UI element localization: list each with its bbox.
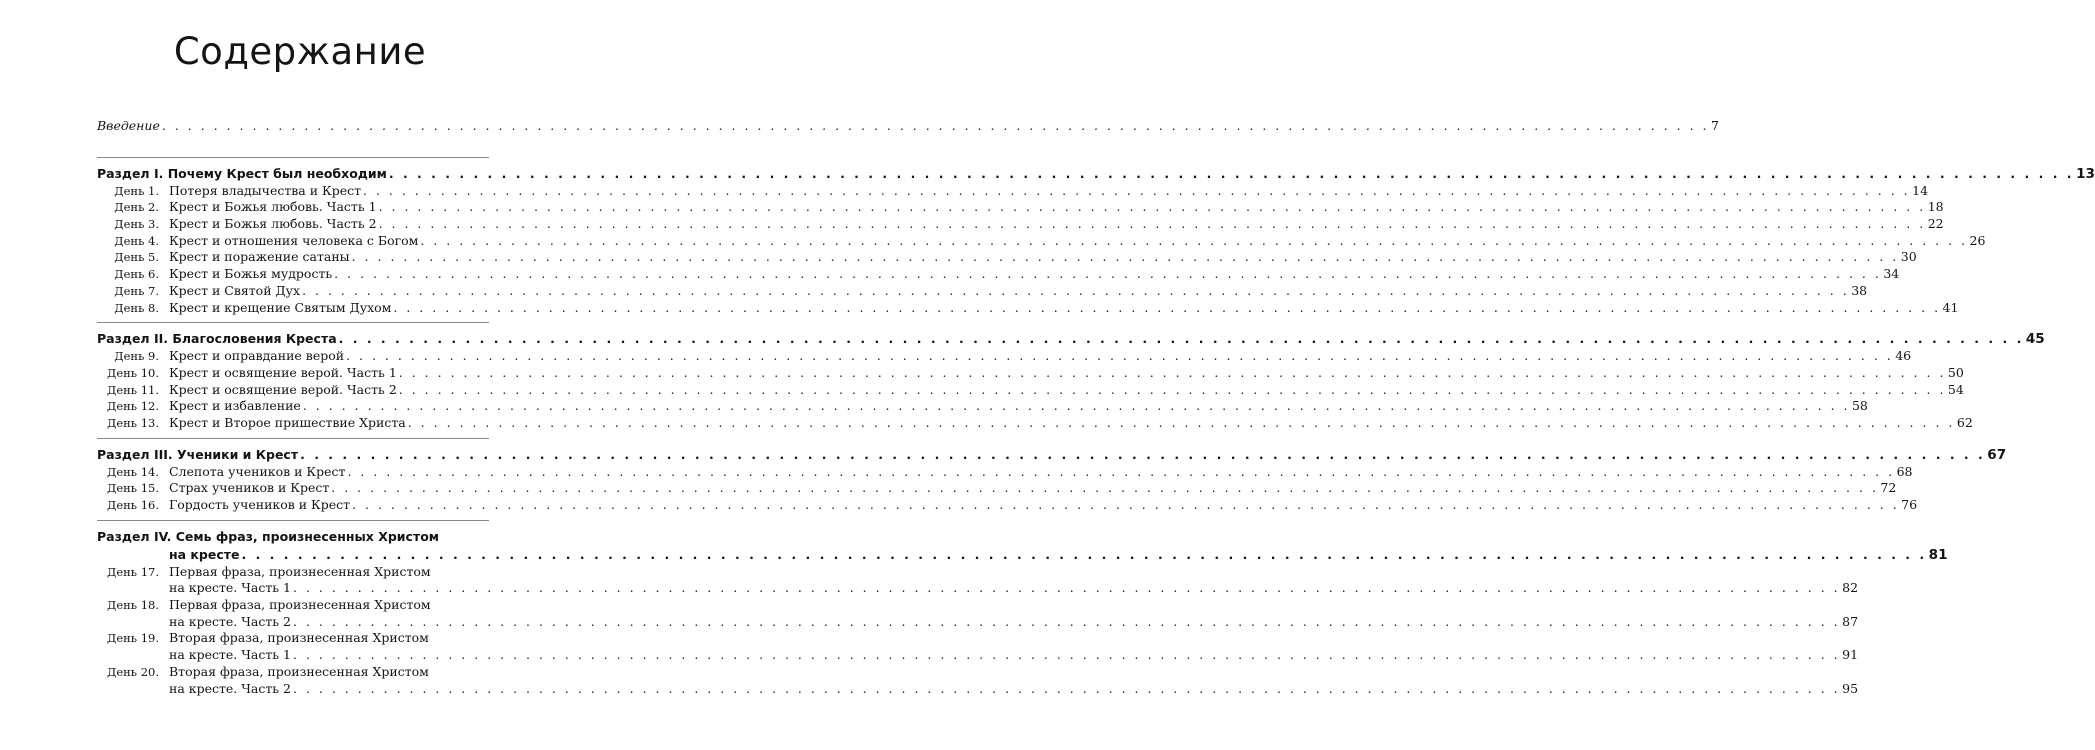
day-label: День 2. bbox=[114, 200, 159, 215]
day-label: День 11. bbox=[106, 382, 159, 397]
toc-entry-label: Крест и поражение сатаны bbox=[169, 249, 350, 265]
toc-entry-day[interactable] bbox=[97, 348, 1912, 365]
day-label: День 7. bbox=[114, 283, 159, 298]
toc-entry-label: Вторая фраза, произнесенная Христом bbox=[169, 630, 429, 646]
leader-dots: . . . . . . . . . . . . . . . . . . . . . . . . . . . . . . . . . . . . . . . . . . . . . . . . . . . . . . . . . . . . . . . . . . . . . . . . . . . . . . . . . . . . . . . . . . . . . . . . . . . . . . . . . . . . . . . . . . . . . . . . bbox=[161, 118, 1710, 133]
page-number: 14 bbox=[1912, 182, 1929, 198]
toc-entry-label-cont: на кресте. Часть 1 bbox=[169, 580, 291, 596]
leader-dots: . . . . . . . . . . . . . . . . . . . . . . . . . . . . . . . . . . . . . . . . . . . . . . . . . . . . . . . . . . . . . . . . . . . . . . . . . . . . . . . . . . . . . . . . . . . . . . . . . . . . . . . . . . . . . . . . . . . . . . . . bbox=[363, 182, 1911, 198]
day-label: День 4. bbox=[114, 233, 159, 248]
day-label: День 3. bbox=[114, 217, 159, 232]
day-label: День 9. bbox=[114, 349, 159, 364]
toc-entry-day[interactable] bbox=[97, 282, 1868, 300]
page-title: Содержание bbox=[173, 30, 427, 73]
toc-entry-day[interactable] bbox=[97, 199, 1944, 216]
section-heading[interactable] bbox=[97, 528, 489, 546]
page-number: 58 bbox=[1851, 398, 1868, 414]
divider bbox=[97, 322, 489, 323]
toc-entry-label: Слепота учеников и Крест bbox=[169, 463, 346, 479]
day-label: День 16. bbox=[106, 498, 159, 512]
day-label: День 14. bbox=[106, 464, 159, 479]
leader-dots: . . . . . . . . . . . . . . . . . . . . . . . . . . . . . . . . . . . . . . . . . . . . . . . . . . . . . . . . . . . . . . . . . . . . . . . . . . . . . . . . . . . . . . . . . . . . . . . . . . . . . . . . . . . . . . . . . . . . . . . . bbox=[420, 232, 1968, 248]
toc-entry-label: Крест и оправдание верой bbox=[169, 348, 345, 364]
toc-entry-day[interactable] bbox=[97, 299, 1959, 317]
day-label: День 13. bbox=[106, 415, 159, 430]
toc-entry-label: Гордость учеников и Крест bbox=[169, 497, 351, 512]
page-number: 91 bbox=[1842, 647, 1859, 663]
toc-entry-label-cont: на кресте. Часть 2 bbox=[169, 613, 291, 629]
divider bbox=[97, 157, 489, 158]
toc-entry-day[interactable] bbox=[97, 216, 1944, 233]
section-title: Раздел III. Ученики и Крест bbox=[97, 446, 299, 462]
toc-entry-day-cont[interactable] bbox=[97, 680, 1859, 698]
section-heading[interactable] bbox=[97, 330, 2045, 348]
toc-entry-day-cont[interactable] bbox=[97, 647, 1859, 664]
page-number: 76 bbox=[1901, 497, 1918, 512]
toc-entry-label: Вторая фраза, произнесенная Христом bbox=[169, 663, 429, 679]
toc-entry-label: Крест и Святой Дух bbox=[169, 282, 301, 298]
toc-entry-day-cont[interactable] bbox=[97, 580, 1859, 597]
leader-dots: . . . . . . . . . . . . . . . . . . . . . . . . . . . . . . . . . . . . . . . . . . . . . . . . . . . . . . . . . . . . . . . . . . . . . . . . . . . . . . . . . . . . . . . . . . . . . . . . . . . . . . . . . . . . . . . . . . . . . . . . bbox=[346, 348, 1894, 364]
day-label: День 10. bbox=[106, 365, 159, 380]
toc-entry-day[interactable] bbox=[97, 564, 489, 581]
leader-dots: . . . . . . . . . . . . . . . . . . . . . . . . . . . . . . . . . . . . . . . . . . . . . . . . . . . . . . . . . . . . . . . . . . . . . . . . . . . . . . . . . . . . . . . . . . . . . . . . . . . . . . . . . . . . . . . . . . . . . . . . bbox=[378, 216, 1926, 232]
leader-dots: . . . . . . . . . . . . . . . . . . . . . . . . . . . . . . . . . . . . . . . . . . . . . . . . . . . . . . . . . . . . . . . . . . . . . . . . . . . . . . . . . . . . . . . . . . . . . . . . . . . . . . . . . . . . . . . . . . . . . . . . bbox=[378, 199, 1926, 215]
leader-dots: . . . . . . . . . . . . . . . . . . . . . . . . . . . . . . . . . . . . . . . . . . . . . . . . . . . . . . . . . . . . . . . . . . . . . . . . . . . . . . . . . . . . . . . . . . . . . . . . . . . . . . . . . . . . . . . . . . . . . . . . bbox=[293, 580, 1841, 596]
leader-dots: . . . . . . . . . . . . . . . . . . . . . . . . . . . . . . . . . . . . . . . . . . . . . . . . . . . . . . . . . . . . . . . . . . . . . . . . . . . . . . . . . . . . . . . . . . . . . . . . . . . . . . . . . . . . . . . . . . . . . . . . bbox=[300, 446, 1986, 462]
page-number: 13 bbox=[2076, 165, 2095, 182]
leader-dots: . . . . . . . . . . . . . . . . . . . . . . . . . . . . . . . . . . . . . . . . . . . . . . . . . . . . . . . . . . . . . . . . . . . . . . . . . . . . . . . . . . . . . . . . . . . . . . . . . . . . . . . . . . . . . . . . . . . . . . . . bbox=[407, 414, 1955, 430]
page-number: 95 bbox=[1842, 680, 1859, 696]
leader-dots: . . . . . . . . . . . . . . . . . . . . . . . . . . . . . . . . . . . . . . . . . . . . . . . . . . . . . . . . . . . . . . . . . . . . . . . . . . . . . . . . . . . . . . . . . . . . . . . . . . . . . . . . . . . . . . . . . . . . . . . . bbox=[293, 680, 1841, 696]
toc-entry-day[interactable] bbox=[97, 630, 489, 647]
toc-entry-label: Первая фраза, произнесенная Христом bbox=[169, 563, 431, 579]
toc-entry-day[interactable] bbox=[97, 232, 1986, 250]
page-number: 34 bbox=[1883, 266, 1900, 282]
day-label: День 12. bbox=[106, 399, 159, 414]
page-number: 18 bbox=[1927, 199, 1944, 215]
leader-dots: . . . . . . . . . . . . . . . . . . . . . . . . . . . . . . . . . . . . . . . . . . . . . . . . . . . . . . . . . . . . . . . . . . . . . . . . . . . . . . . . . . . . . . . . . . . . . . . . . . . . . . . . . . . . . . . . . . . . . . . . bbox=[388, 165, 2075, 181]
page-number: 50 bbox=[1947, 364, 1964, 380]
page-number: 41 bbox=[1942, 299, 1959, 315]
leader-dots: . . . . . . . . . . . . . . . . . . . . . . . . . . . . . . . . . . . . . . . . . . . . . . . . . . . . . . . . . . . . . . . . . . . . . . . . . . . . . . . . . . . . . . . . . . . . . . . . . . . . . . . . . . . . . . . . . . . . . . . . bbox=[398, 381, 1946, 397]
leader-dots: . . . . . . . . . . . . . . . . . . . . . . . . . . . . . . . . . . . . . . . . . . . . . . . . . . . . . . . . . . . . . . . . . . . . . . . . . . . . . . . . . . . . . . . . . . . . . . . . . . . . . . . . . . . . . . . . . . . . . . . . bbox=[352, 497, 1900, 512]
section-heading[interactable] bbox=[97, 446, 2007, 464]
leader-dots: . . . . . . . . . . . . . . . . . . . . . . . . . . . . . . . . . . . . . . . . . . . . . . . . . . . . . . . . . . . . . . . . . . . . . . . . . . . . . . . . . . . . . . . . . . . . . . . . . . . . . . . . . . . . . . . . . . . . . . . . bbox=[302, 398, 1850, 414]
leader-dots: . . . . . . . . . . . . . . . . . . . . . . . . . . . . . . . . . . . . . . . . . . . . . . . . . . . . . . . . . . . . . . . . . . . . . . . . . . . . . . . . . . . . . . . . . . . . . . . . . . . . . . . . . . . . . . . . . . . . . . . . bbox=[302, 282, 1850, 298]
toc-entry-label: Крест и Божья любовь. Часть 2 bbox=[169, 216, 377, 232]
toc-entry-label: Крест и освящение верой. Часть 2 bbox=[169, 381, 397, 397]
day-label: День 20. bbox=[106, 664, 159, 679]
toc-entry-label-cont: на кресте. Часть 2 bbox=[169, 680, 291, 696]
page-number: 54 bbox=[1947, 381, 1964, 397]
page-number: 22 bbox=[1927, 216, 1944, 232]
day-label: День 8. bbox=[114, 300, 159, 315]
page-number: 45 bbox=[2025, 331, 2045, 348]
toc-entry-day[interactable] bbox=[97, 381, 1964, 399]
toc-entry-day[interactable] bbox=[97, 249, 1917, 266]
toc-entry-label: Крест и освящение верой. Часть 1 bbox=[169, 364, 397, 380]
toc-entry-day-cont[interactable] bbox=[97, 613, 1859, 631]
toc-entry-day[interactable] bbox=[97, 364, 1964, 382]
leader-dots: . . . . . . . . . . . . . . . . . . . . . . . . . . . . . . . . . . . . . . . . . . . . . . . . . . . . . . . . . . . . . . . . . . . . . . . . . . . . . . . . . . . . . . . . . . . . . . . . . . . . . . . . . . . . . . . . . . . . . . . . bbox=[293, 647, 1841, 663]
page-number: 82 bbox=[1842, 580, 1859, 596]
page-number: 62 bbox=[1956, 414, 1973, 430]
leader-dots: . . . . . . . . . . . . . . . . . . . . . . . . . . . . . . . . . . . . . . . . . . . . . . . . . . . . . . . . . . . . . . . . . . . . . . . . . . . . . . . . . . . . . . . . . . . . . . . . . . . . . . . . . . . . . . . . . . . . . . . . bbox=[347, 463, 1895, 479]
toc-entry-label: Крест и Второе пришествие Христа bbox=[169, 414, 406, 430]
page-number: 46 bbox=[1895, 348, 1912, 364]
toc-entry-day[interactable] bbox=[97, 266, 1900, 283]
day-label: День 1. bbox=[114, 183, 159, 198]
day-label: День 6. bbox=[114, 267, 159, 282]
leader-dots: . . . . . . . . . . . . . . . . . . . . . . . . . . . . . . . . . . . . . . . . . . . . . . . . . . . . . . . . . . . . . . . . . . . . . . . . . . . . . . . . . . . . . . . . . . . . . . . . . . . . . . . . . . . . . . . . . . . . . . . . bbox=[331, 480, 1879, 496]
toc-entry-label: Крест и избавление bbox=[169, 398, 301, 414]
leader-dots: . . . . . . . . . . . . . . . . . . . . . . . . . . . . . . . . . . . . . . . . . . . . . . . . . . . . . . . . . . . . . . . . . . . . . . . . . . . . . . . . . . . . . . . . . . . . . . . . . . . . . . . . . . . . . . . . . . . . . . . . bbox=[334, 266, 1882, 282]
day-label: День 17. bbox=[106, 564, 159, 579]
toc-entry-label: Потеря владычества и Крест bbox=[169, 182, 362, 198]
toc-entry-label: Крест и Божья мудрость bbox=[169, 266, 333, 282]
page-number: 38 bbox=[1851, 282, 1868, 298]
page-number: 26 bbox=[1969, 232, 1986, 248]
toc-entry-day[interactable] bbox=[97, 664, 489, 681]
table-of-contents bbox=[97, 118, 2095, 697]
day-label: День 19. bbox=[106, 631, 159, 646]
toc-entry-intro[interactable] bbox=[97, 118, 1719, 135]
page-number: 68 bbox=[1896, 463, 1913, 479]
toc-entry-label: Первая фраза, произнесенная Христом bbox=[169, 597, 431, 613]
divider bbox=[97, 438, 489, 439]
toc-entry-label: Крест и крещение Святым Духом bbox=[169, 299, 392, 315]
page-number: 30 bbox=[1900, 249, 1917, 265]
section-title: Раздел IV. Семь фраз, произнесенных Христом bbox=[97, 528, 440, 544]
section-title: Раздел II. Благословения Креста bbox=[97, 331, 337, 347]
divider bbox=[97, 520, 489, 521]
toc-entry-day[interactable] bbox=[97, 182, 1929, 200]
day-label: День 18. bbox=[106, 598, 159, 613]
section-title: Раздел I. Почему Крест был необходим bbox=[97, 165, 387, 181]
leader-dots: . . . . . . . . . . . . . . . . . . . . . . . . . . . . . . . . . . . . . . . . . . . . . . . . . . . . . . . . . . . . . . . . . . . . . . . . . . . . . . . . . . . . . . . . . . . . . . . . . . . . . . . . . . . . . . . . . . . . . . . . bbox=[398, 364, 1946, 380]
page-number: 81 bbox=[1928, 546, 1948, 563]
section-heading-cont[interactable] bbox=[97, 546, 1948, 564]
toc-entry-label: Крест и отношения человека с Богом bbox=[169, 232, 419, 248]
day-label: День 15. bbox=[106, 481, 159, 496]
toc-entry-day[interactable] bbox=[97, 480, 1897, 497]
toc-entry-day[interactable] bbox=[97, 414, 1973, 432]
toc-entry-day[interactable] bbox=[97, 597, 489, 614]
toc-entry-label-cont: на кресте. Часть 1 bbox=[169, 647, 291, 663]
leader-dots: . . . . . . . . . . . . . . . . . . . . . . . . . . . . . . . . . . . . . . . . . . . . . . . . . . . . . . . . . . . . . . . . . . . . . . . . . . . . . . . . . . . . . . . . . . . . . . . . . . . . . . . . . . . . . . . . . . . . . . . . bbox=[393, 299, 1941, 315]
page-number: 87 bbox=[1842, 613, 1859, 629]
toc-entry-day[interactable] bbox=[97, 497, 1918, 514]
page-number: 72 bbox=[1880, 480, 1897, 496]
page-number: 7 bbox=[1711, 118, 1719, 133]
leader-dots: . . . . . . . . . . . . . . . . . . . . . . . . . . . . . . . . . . . . . . . . . . . . . . . . . . . . . . . . . . . . . . . . . . . . . . . . . . . . . . . . . . . . . . . . . . . . . . . . . . . . . . . . . . . . . . . . . . . . . . . . bbox=[293, 613, 1841, 629]
day-label: День 5. bbox=[114, 250, 159, 265]
toc-entry-label: Страх учеников и Крест bbox=[169, 480, 330, 496]
toc-entry-day[interactable] bbox=[97, 463, 1913, 481]
toc-entry-day[interactable] bbox=[97, 398, 1868, 415]
toc-entry-label: Крест и Божья любовь. Часть 1 bbox=[169, 199, 377, 215]
section-title-cont: на кресте bbox=[169, 546, 240, 562]
leader-dots: . . . . . . . . . . . . . . . . . . . . . . . . . . . . . . . . . . . . . . . . . . . . . . . . . . . . . . . . . . . . . . . . . . . . . . . . . . . . . . . . . . . . . . . . . . . . . . . . . . . . . . . . . . . . . . . . . . . . . . . . bbox=[351, 249, 1899, 265]
section-heading[interactable] bbox=[97, 165, 2095, 183]
leader-dots: . . . . . . . . . . . . . . . . . . . . . . . . . . . . . . . . . . . . . . . . . . . . . . . . . . . . . . . . . . . . . . . . . . . . . . . . . . . . . . . . . . . . . . . . . . . . . . . . . . . . . . . . . . . . . . . . . . . . . . . . bbox=[338, 331, 2024, 347]
leader-dots: . . . . . . . . . . . . . . . . . . . . . . . . . . . . . . . . . . . . . . . . . . . . . . . . . . . . . . . . . . . . . . . . . . . . . . . . . . . . . . . . . . . . . . . . . . . . . . . . . . . . . . . . . . . . . . . . . . . . . . . . bbox=[241, 546, 1927, 562]
page-number: 67 bbox=[1987, 446, 2007, 463]
toc-entry-label: Введение bbox=[97, 118, 160, 133]
